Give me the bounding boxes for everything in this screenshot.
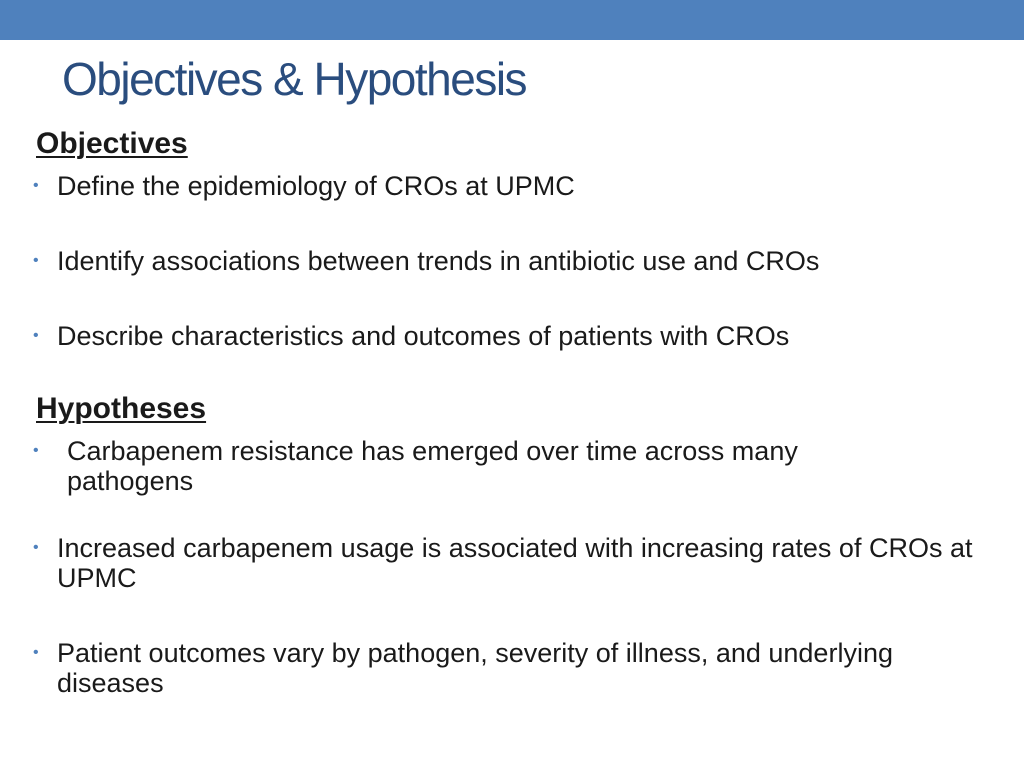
hypothesis-item-2 <box>33 533 978 593</box>
objective-item-text: Define the epidemiology of CROs at UPMC <box>57 171 575 201</box>
top-accent-bar <box>0 0 1024 40</box>
objective-item-text: Identify associations between trends in antibiotic use and CROs <box>57 246 820 276</box>
hypothesis-item-1 <box>33 436 923 496</box>
objectives-heading: Objectives <box>36 127 188 160</box>
hypothesis-item-text: Carbapenem resistance has emerged over time across many pathogens <box>67 436 798 496</box>
hypothesis-item-text: Patient outcomes vary by pathogen, severity of illness, and underlying diseases <box>57 638 893 698</box>
objective-item-3 <box>33 321 993 351</box>
bullet-dot-icon: • <box>33 177 39 194</box>
objective-item-text: Describe characteristics and outcomes of patients with CROs <box>57 321 790 351</box>
bullet-dot-icon: • <box>33 442 39 459</box>
hypotheses-heading: Hypotheses <box>36 392 207 425</box>
bullet-dot-icon: • <box>33 644 39 661</box>
slide-title: Objectives & Hypothesis <box>62 53 527 105</box>
hypothesis-item-3 <box>33 638 893 698</box>
bullet-dot-icon: • <box>33 539 39 556</box>
hypothesis-item-text: Increased carbapenem usage is associated with increasing rates of CROs at UPMC <box>57 533 973 593</box>
bullet-dot-icon: • <box>33 252 39 269</box>
objective-item-2 <box>33 246 993 276</box>
objective-item-1 <box>33 171 993 201</box>
bullet-dot-icon: • <box>33 327 39 344</box>
